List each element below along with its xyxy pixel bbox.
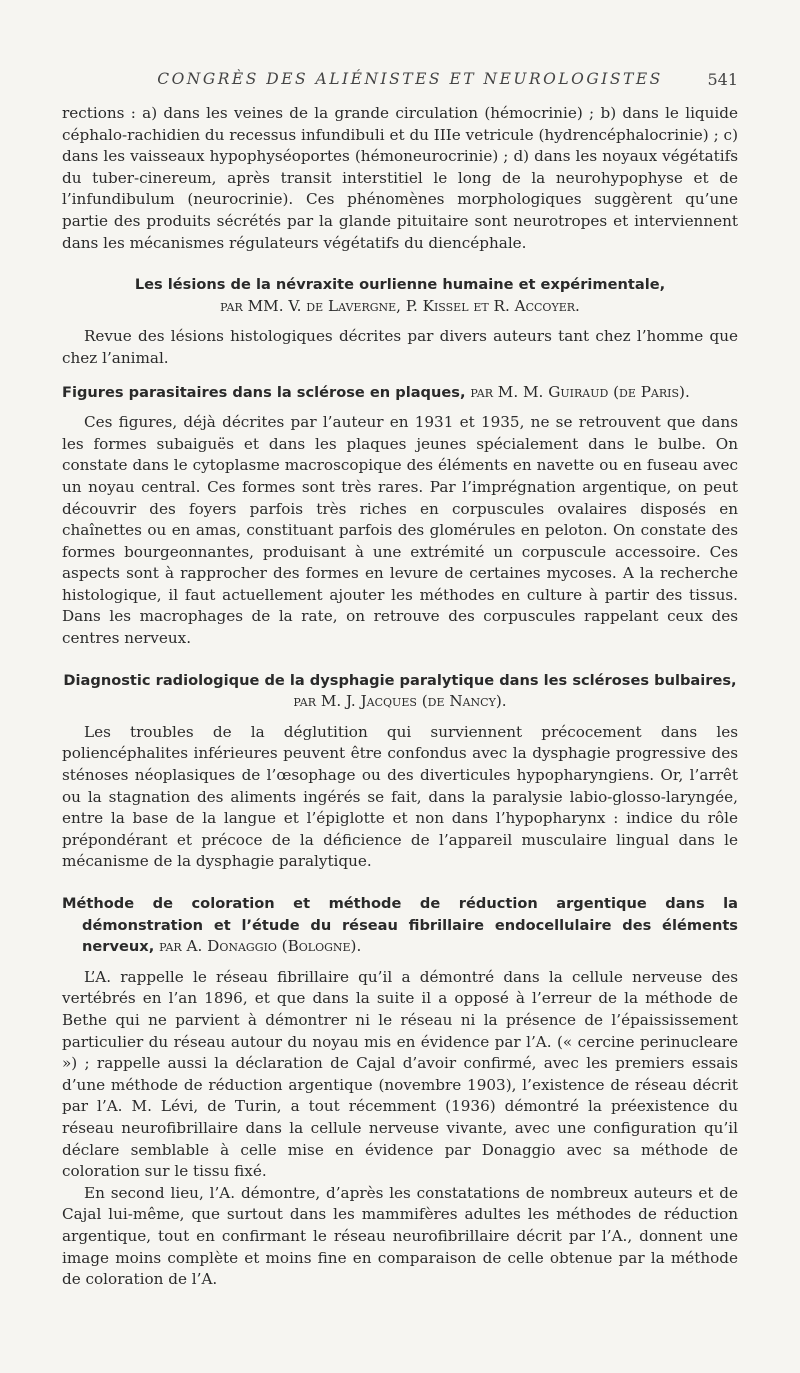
section-heading: Figures parasitaires dans la sclérose en plaques,	[62, 383, 466, 401]
section-paragraph: L’A. rappelle le réseau fibrillaire qu’il a démontré dans la cellule nerveuse des vertébrés en l’an 1896, et que dans la suite il a opposé à l’erreur de la méthode de Bethe qui ne parvient à démontrer ni le réseau ni la présence de l’épaississement particulier du réseau autour du noyau mis en évidence par l’A. (« cercine perinucleare ») ; rappelle aussi la déclaration de Cajal d’avoir confirmé, avec les premiers essais d’une méthode de réduction argentique (novembre 1903), l’existence de réseau décrit par l’A. M. Lévi, de Turin, a tout récemment (1936) démontré la préexistence du réseau neurofibrillaire dans la cellule nerveuse vivante, avec une configuration qu’il déclare semblable à celle mise en évidence par Donaggio avec sa méthode de coloration sur le tissu fixé.	[62, 967, 738, 1181]
page-body	[62, 103, 738, 1291]
section-paragraph: Les troubles de la déglutition qui surviennent précocement dans les poliencéphalites inférieures peuvent être confondus avec la dysphagie progressive des sténoses néoplasiques de l’œsophage ou des diverticules hypopharyngiens. Or, l’arrêt ou la stagnation des aliments ingérés se fait, dans la paralysie labio-glosso-laryngée, entre la base de la langue et l’épiglotte et non dans l’hypopharynx : indice du rôle prépondérant et précoce de la déficience de l’appareil musculaire lingual dans le mécanisme de la dysphagie paralytique.	[62, 722, 738, 871]
page-number: 541	[707, 70, 738, 89]
continued-paragraph: rections : a) dans les veines de la grande circulation (hémocrinie) ; b) dans le liquide céphalo-rachidien du recessus infundibuli et du IIIe vetricule (hydrencéphalocrinie) ; c) dans les vaisseaux hypophyséoportes (hémoneurocrinie) ; d) dans les noyaux végétatifs du tuber-cinereum, après transit interstitiel le long de la neurohypophyse et de l’infundibulum (neurocrinie). Ces phénomènes morphologiques suggèrent qu’une partie des produits sécrétés par la glande pituitaire sont neurotropes et interviennent dans les mécanismes régulateurs végétatifs du diencéphale.	[62, 104, 738, 252]
section-paragraph: En second lieu, l’A. démontre, d’après les constatations de nombreux auteurs et de Cajal lui-même, que surtout dans les mammifères adultes les méthodes de réduction argentique, tout en confirmant le réseau neurofibrillaire décrit par l’A., donnent une image moins complète et moins fine en comparaison de celle obtenue par la méthode de coloration de l’A.	[62, 1183, 738, 1289]
section-authors: par MM. V. de Lavergne, P. Kissel et R. Accoyer.	[220, 296, 580, 315]
running-title: CONGRÈS DES ALIÉNISTES ET NEUROLOGISTES	[157, 70, 663, 88]
section-heading: Les lésions de la névraxite ourlienne humaine et expérimentale,	[134, 276, 666, 294]
section-title	[62, 670, 738, 713]
section-heading: Méthode de coloration et méthode de réduction argentique dans la démonstration et l’étude du réseau fibrillaire endocellulaire des éléments nerveux,	[62, 895, 738, 956]
section-title	[62, 274, 738, 296]
section-title	[62, 893, 738, 958]
section-authors: par M. J. Jacques (de Nancy).	[293, 692, 507, 711]
section-paragraph: Ces figures, déjà décrites par l’auteur en 1931 et 1935, ne se retrouvent que dans les formes subaiguës et dans les plaques jeunes spécialement dans le bulbe. On constate dans le cytoplasme macroscopique des éléments en navette ou en fuseau avec un noyau central. Ces formes sont très rares. Par l’imprégnation argentique, on peut découvrir des foyers parfois très riches en corpuscules ovalaires disposés en chaînettes ou en amas, constituant parfois des glomérules en peloton. On constate des formes bourgeonnantes, produisant à une extrémité un corpuscule accessoire. Ces aspects sont à rapprocher des formes en levure de certaines mycoses. A la recherche histologique, il faut actuellement ajouter les méthodes en culture à partir des tissus. Dans les macrophages de la rate, on retrouve des corpuscules rappelant ceux des centres nerveux.	[62, 413, 738, 648]
section-title	[62, 382, 738, 404]
running-header	[62, 70, 738, 94]
section-authors: par M. M. Guiraud (de Paris).	[470, 382, 690, 401]
section-paragraph: Revue des lésions histologiques décrites par divers auteurs tant chez l’homme que chez l’animal.	[62, 327, 738, 367]
section-heading: Diagnostic radiologique de la dysphagie paralytique dans les scléroses bulbaires,	[63, 671, 737, 689]
section-authors: par A. Donaggio (Bologne).	[159, 937, 362, 956]
